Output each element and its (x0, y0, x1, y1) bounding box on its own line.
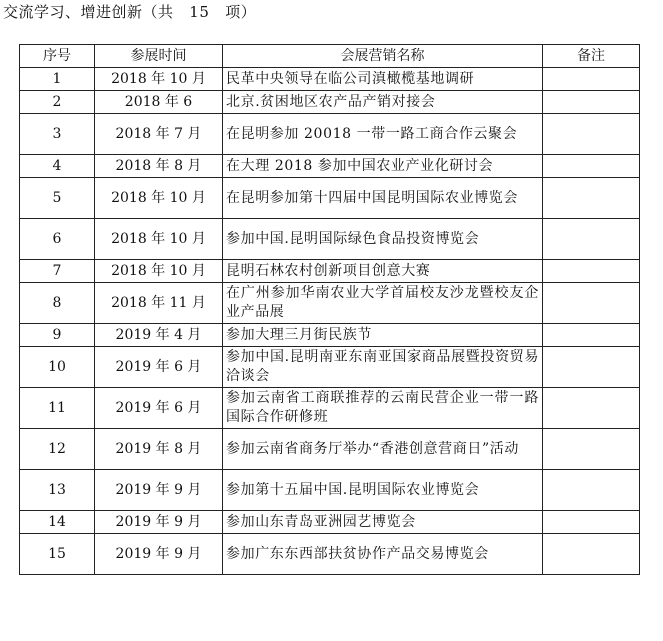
cell-remarks (543, 388, 640, 429)
cell-date: 2018 年 10 月 (95, 68, 223, 91)
cell-remarks (543, 283, 640, 324)
cell-remarks (543, 178, 640, 219)
cell-event-name: 参加山东青岛亚洲园艺博览会 (223, 511, 543, 534)
cell-event-name: 昆明石林农村创新项目创意大赛 (223, 260, 543, 283)
cell-event-name: 北京.贫困地区农产品产销对接会 (223, 91, 543, 114)
cell-number: 15 (20, 534, 95, 575)
cell-date: 2018 年 10 月 (95, 260, 223, 283)
cell-remarks (543, 429, 640, 470)
cell-date: 2018 年 7 月 (95, 114, 223, 155)
cell-date: 2018 年 6 (95, 91, 223, 114)
cell-number: 5 (20, 178, 95, 219)
cell-remarks (543, 324, 640, 347)
cell-number: 7 (20, 260, 95, 283)
table-row (20, 324, 640, 347)
page-heading: 交流学习、增进创新（共 15 项） (3, 3, 257, 21)
cell-date: 2019 年 8 月 (95, 429, 223, 470)
cell-number: 11 (20, 388, 95, 429)
table-header-row (20, 45, 640, 68)
cell-event-name: 参加云南省工商联推荐的云南民营企业一带一路国际合作研修班 (223, 388, 543, 429)
table-row (20, 91, 640, 114)
cell-number: 6 (20, 219, 95, 260)
table-row (20, 114, 640, 155)
cell-remarks (543, 219, 640, 260)
cell-remarks (543, 68, 640, 91)
cell-remarks (543, 470, 640, 511)
cell-date: 2018 年 10 月 (95, 178, 223, 219)
cell-number: 8 (20, 283, 95, 324)
cell-date: 2018 年 11 月 (95, 283, 223, 324)
cell-event-name: 参加第十五届中国.昆明国际农业博览会 (223, 470, 543, 511)
cell-date: 2019 年 4 月 (95, 324, 223, 347)
cell-event-name: 在昆明参加 20018 一带一路工商合作云聚会 (223, 114, 543, 155)
cell-event-name: 参加中国.昆明南亚东南亚国家商品展暨投资贸易洽谈会 (223, 347, 543, 388)
cell-number: 13 (20, 470, 95, 511)
cell-number: 1 (20, 68, 95, 91)
cell-date: 2019 年 9 月 (95, 534, 223, 575)
cell-number: 14 (20, 511, 95, 534)
table-row (20, 470, 640, 511)
cell-number: 4 (20, 155, 95, 178)
cell-date: 2019 年 6 月 (95, 347, 223, 388)
cell-remarks (543, 91, 640, 114)
cell-remarks (543, 260, 640, 283)
header-date: 参展时间 (95, 45, 223, 68)
cell-number: 10 (20, 347, 95, 388)
table-row (20, 511, 640, 534)
cell-remarks (543, 511, 640, 534)
table-row (20, 283, 640, 324)
table-row (20, 347, 640, 388)
cell-date: 2019 年 9 月 (95, 511, 223, 534)
cell-date: 2019 年 9 月 (95, 470, 223, 511)
cell-number: 9 (20, 324, 95, 347)
cell-event-name: 在广州参加华南农业大学首届校友沙龙暨校友企业产品展 (223, 283, 543, 324)
cell-event-name: 在大理 2018 参加中国农业产业化研讨会 (223, 155, 543, 178)
table-row (20, 429, 640, 470)
cell-date: 2018 年 8 月 (95, 155, 223, 178)
cell-number: 2 (20, 91, 95, 114)
table-row (20, 534, 640, 575)
cell-event-name: 参加云南省商务厅举办“香港创意营商日”活动 (223, 429, 543, 470)
table-row (20, 219, 640, 260)
table-row (20, 155, 640, 178)
cell-remarks (543, 114, 640, 155)
exhibition-table (19, 44, 640, 575)
cell-event-name: 参加中国.昆明国际绿色食品投资博览会 (223, 219, 543, 260)
table-row (20, 260, 640, 283)
cell-number: 3 (20, 114, 95, 155)
table-row (20, 178, 640, 219)
table-row (20, 68, 640, 91)
cell-number: 12 (20, 429, 95, 470)
cell-date: 2018 年 10 月 (95, 219, 223, 260)
cell-event-name: 参加广东东西部扶贫协作产品交易博览会 (223, 534, 543, 575)
cell-event-name: 参加大理三月街民族节 (223, 324, 543, 347)
header-event-name: 会展营销名称 (223, 45, 543, 68)
cell-event-name: 民革中央领导在临公司滇橄榄基地调研 (223, 68, 543, 91)
cell-date: 2019 年 6 月 (95, 388, 223, 429)
header-number: 序号 (20, 45, 95, 68)
table-row (20, 388, 640, 429)
cell-remarks (543, 347, 640, 388)
cell-event-name: 在昆明参加第十四届中国昆明国际农业博览会 (223, 178, 543, 219)
header-remarks: 备注 (543, 45, 640, 68)
cell-remarks (543, 534, 640, 575)
cell-remarks (543, 155, 640, 178)
